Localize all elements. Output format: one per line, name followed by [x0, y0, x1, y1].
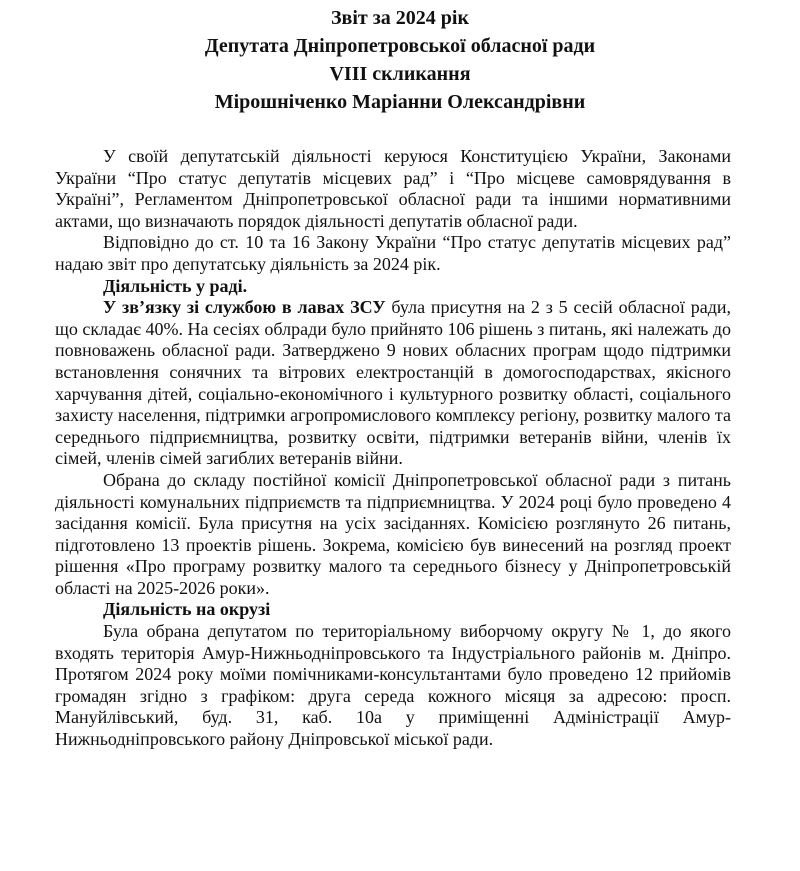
report-title [0, 4, 800, 116]
paragraph-commission: Обрана до складу постійної комісії Дніпропетровської обласної ради з питань діяльності комунальних підприємств та підприємництва. У 2024 році було проведено 4 засідання комісії. Була присутня на усіх засіданнях. Комісією розглянуто 26 питань, підготовлено 13 проектів рішень. Зокрема, комісією був винесений на розгляд проект рішення «Про програму розвитку малого та середнього бізнесу у Дніпропетровській області на 2025-2026 роки». [55, 469, 731, 598]
paragraph-district: Була обрана депутатом по територіальному виборчому округу № 1, до якого входять територія Амур-Нижньодніпровського та Індустріального районів м. Дніпро. Протягом 2024 року моїми помічниками-консультантами було проведено 12 прийомів громадян згідно з графіком: друга середа кожного місяця за адресою: просп. Мануйлівський, буд. 31, каб. 10а у приміщенні Адміністрації Амур-Нижньодніпровського району Дніпровської міської ради. [55, 621, 731, 750]
paragraph-sessions [55, 297, 731, 470]
title-line-4: Мірошніченко Маріанни Олександрівни [214, 91, 586, 113]
title-line-3: VIII скликання [329, 63, 471, 85]
heading-district-activity: Діяльність на окрузі [103, 599, 271, 620]
paragraph-legal-basis: У своїй депутатській діяльності керуюся Конституцією України, Законами України “Про статус депутатів місцевих рад” і “Про місцеве самоврядування в Україні”, Регламентом Дніпропетровської обласної ради та іншими нормативними актами, що визначають порядок діяльності депутатів обласної ради. [55, 146, 731, 231]
paragraph-report-basis: Відповідно до ст. 10 та 16 Закону України “Про статус депутатів місцевих рад” надаю звіт про депутатську діяльність за 2024 рік. [55, 232, 731, 274]
military-service-note: У зв’язку зі службою в лавах ЗСУ [103, 297, 386, 318]
title-line-1: Звіт за 2024 рік [331, 7, 469, 29]
sessions-text: була присутня на 2 з 5 сесій обласної ради, що складає 40%. На сесіях облради було прийнято 106 рішень з питань, які належать до повноважень обласної ради. Затверджено 9 нових обласних програм щодо підтримки встановлення сонячних та вітрових електростанцій в домогосподарствах, якісного харчування дітей, соціально-економічного і культурного розвитку області, соціального захисту населення, підтримки агропромислового комплексу регіону, розвитку малого та середнього підприємництва, розвитку освіти, підтримки ветеранів війни, членів їх сімей, членів сімей загиблих ветеранів війни. [55, 297, 731, 469]
heading-council-activity: Діяльність у раді. [103, 275, 248, 296]
report-body [55, 146, 731, 751]
title-line-2: Депутата Дніпропетровської обласної ради [204, 35, 596, 57]
